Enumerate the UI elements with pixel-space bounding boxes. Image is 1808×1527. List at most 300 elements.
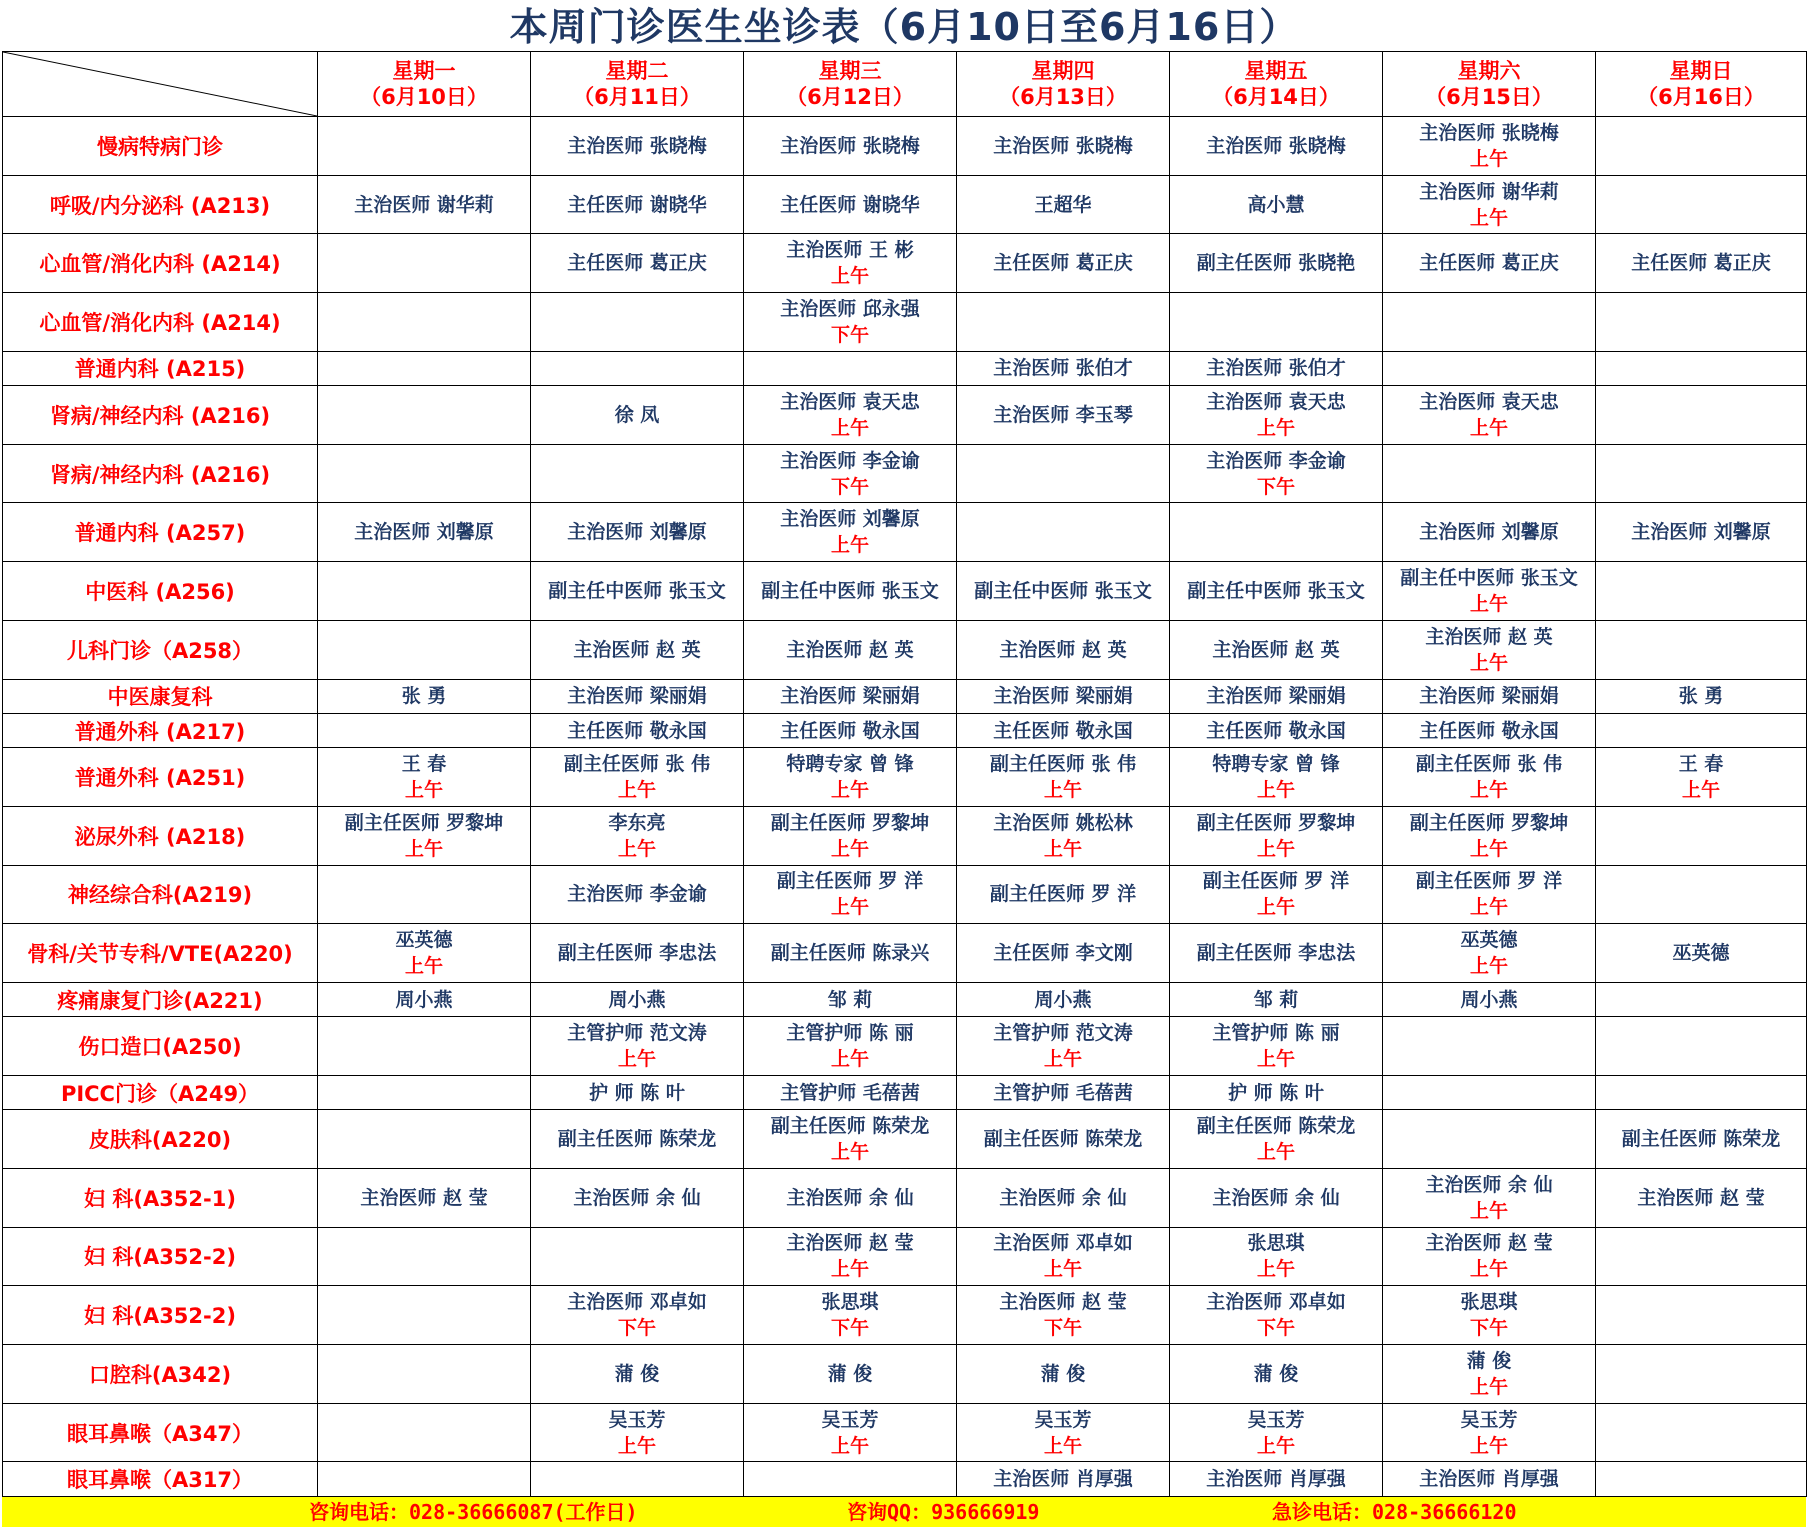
schedule-cell [1383, 1286, 1596, 1345]
doctor-name: 主治医师 刘馨原 [1419, 521, 1559, 544]
schedule-cell [1170, 924, 1383, 983]
doctor-name: 护 师 陈 叶 [1228, 1081, 1324, 1104]
day-header [957, 52, 1170, 117]
schedule-cell [744, 806, 957, 865]
schedule-cell [1596, 1345, 1807, 1404]
doctor-name: 周小燕 [608, 988, 666, 1011]
doctor-name: 副主任医师 罗黎坤 [770, 811, 930, 834]
doctor-name: 吴玉芳 [821, 1408, 879, 1431]
schedule-cell [957, 1110, 1170, 1169]
schedule-cell [318, 444, 531, 503]
session-time: 上午 [1469, 206, 1508, 229]
schedule-cell [1383, 1075, 1596, 1109]
schedule-cell [1170, 351, 1383, 385]
doctor-name: 主任医师 敬永国 [1419, 719, 1559, 742]
schedule-cell [1170, 386, 1383, 445]
session-time: 上午 [1469, 837, 1508, 860]
session-time: 上午 [1256, 1434, 1295, 1457]
department-name: 泌尿外科 (A218) [3, 806, 318, 865]
schedule-cell [318, 1462, 531, 1497]
schedule-cell [1596, 806, 1807, 865]
department-name: 眼耳鼻喉（A347） [3, 1403, 318, 1462]
department-name: 肾病/神经内科 (A216) [3, 444, 318, 503]
doctor-name: 主任医师 李文刚 [993, 942, 1133, 965]
doctor-name: 主治医师 刘馨原 [780, 508, 920, 531]
schedule-cell [1596, 713, 1807, 747]
session-time: 上午 [1256, 779, 1295, 802]
doctor-name: 邹 莉 [1253, 988, 1299, 1011]
doctor-name: 主治医师 邓卓如 [1206, 1291, 1346, 1314]
department-name: 口腔科(A342) [3, 1345, 318, 1404]
table-row [3, 234, 1807, 293]
schedule-cell [1383, 679, 1596, 713]
day-name: 星期三 [818, 59, 882, 83]
schedule-cell [1383, 620, 1596, 679]
schedule-cell [1170, 1075, 1383, 1109]
schedule-cell [1596, 503, 1807, 562]
doctor-name: 副主任中医师 张玉文 [761, 579, 939, 602]
doctor-name: 特聘专家 曾 锋 [1212, 753, 1340, 776]
doctor-name: 主任医师 葛正庆 [993, 252, 1133, 275]
doctor-name: 主治医师 邱永强 [780, 297, 920, 320]
schedule-cell [531, 1403, 744, 1462]
doctor-name: 主治医师 刘馨原 [1631, 521, 1771, 544]
doctor-name: 张 勇 [1678, 685, 1724, 708]
schedule-body [3, 117, 1807, 1497]
schedule-cell [1170, 982, 1383, 1016]
schedule-cell [744, 620, 957, 679]
schedule-cell [744, 1110, 957, 1169]
schedule-cell [531, 1110, 744, 1169]
schedule-cell [744, 351, 957, 385]
schedule-cell [318, 1227, 531, 1286]
schedule-cell [1383, 386, 1596, 445]
doctor-name: 主治医师 邓卓如 [567, 1291, 707, 1314]
consult-phone: 咨询电话：028-36666087(工作日) [309, 1500, 638, 1524]
schedule-cell [318, 1017, 531, 1076]
schedule-cell [957, 444, 1170, 503]
doctor-name: 主治医师 谢华莉 [354, 193, 494, 216]
day-header [318, 52, 531, 117]
doctor-name: 副主任医师 陈录兴 [770, 942, 930, 965]
doctor-name: 主治医师 张晓梅 [567, 134, 707, 157]
schedule-cell [1170, 1110, 1383, 1169]
day-name: 星期一 [392, 59, 456, 83]
doctor-name: 吴玉芳 [608, 1408, 666, 1431]
doctor-name: 副主任医师 张 伟 [563, 753, 711, 776]
doctor-name: 副主任中医师 张玉文 [1400, 566, 1578, 589]
doctor-name: 吴玉芳 [1247, 1408, 1305, 1431]
schedule-cell [1596, 1110, 1807, 1169]
doctor-name: 王 春 [1678, 753, 1724, 776]
schedule-cell [744, 982, 957, 1016]
doctor-name: 副主任医师 罗 洋 [776, 870, 924, 893]
session-time: 上午 [1469, 1434, 1508, 1457]
doctor-name: 主治医师 张晓梅 [1206, 134, 1346, 157]
schedule-cell [744, 503, 957, 562]
schedule-cell [744, 293, 957, 352]
doctor-name: 巫英德 [1672, 942, 1730, 965]
schedule-cell [957, 620, 1170, 679]
day-date: （6月16日） [1637, 85, 1765, 109]
schedule-cell [957, 117, 1170, 176]
table-row [3, 713, 1807, 747]
schedule-cell [318, 982, 531, 1016]
doctor-name: 主治医师 梁丽娟 [780, 685, 920, 708]
session-time: 上午 [1469, 416, 1508, 439]
schedule-cell [1596, 1462, 1807, 1497]
schedule-cell [531, 748, 744, 807]
doctor-name: 蒲 俊 [1040, 1362, 1086, 1385]
schedule-cell [1383, 1227, 1596, 1286]
emergency-phone: 急诊电话：028-36666120 [1272, 1500, 1517, 1524]
department-name: 普通内科 (A215) [3, 351, 318, 385]
table-row [3, 1462, 1807, 1497]
department-name: 普通内科 (A257) [3, 503, 318, 562]
schedule-cell [318, 386, 531, 445]
schedule-cell [318, 748, 531, 807]
schedule-cell [1596, 444, 1807, 503]
schedule-cell [531, 924, 744, 983]
schedule-cell [318, 1345, 531, 1404]
day-header [531, 52, 744, 117]
schedule-cell [318, 1286, 531, 1345]
doctor-name: 主治医师 肖厚强 [1419, 1468, 1559, 1491]
schedule-cell [1170, 620, 1383, 679]
schedule-cell [1383, 806, 1596, 865]
schedule-cell [531, 1017, 744, 1076]
department-name: 皮肤科(A220) [3, 1110, 318, 1169]
doctor-name: 张思琪 [1460, 1291, 1518, 1314]
schedule-cell [531, 117, 744, 176]
table-row [3, 865, 1807, 924]
schedule-cell [1383, 444, 1596, 503]
schedule-cell [1170, 1227, 1383, 1286]
schedule-cell [1383, 234, 1596, 293]
schedule-cell [957, 806, 1170, 865]
schedule-cell [957, 1403, 1170, 1462]
department-name: 肾病/神经内科 (A216) [3, 386, 318, 445]
session-time: 上午 [1256, 1048, 1295, 1071]
schedule-cell [531, 865, 744, 924]
consult-qq: 咨询QQ：936666919 [847, 1500, 1040, 1524]
session-time: 上午 [830, 416, 869, 439]
schedule-cell [1170, 503, 1383, 562]
doctor-name: 王 春 [401, 753, 447, 776]
day-header [744, 52, 957, 117]
schedule-cell [957, 982, 1170, 1016]
schedule-cell [531, 982, 744, 1016]
schedule-cell [1170, 293, 1383, 352]
session-time: 上午 [404, 837, 443, 860]
schedule-cell [531, 175, 744, 234]
schedule-cell [744, 117, 957, 176]
schedule-cell [531, 679, 744, 713]
schedule-cell [531, 351, 744, 385]
doctor-name: 周小燕 [395, 988, 453, 1011]
session-time: 上午 [1681, 779, 1720, 802]
schedule-cell [1596, 1168, 1807, 1227]
corner-cell [3, 52, 318, 117]
session-time: 上午 [404, 955, 443, 978]
doctor-name: 特聘专家 曾 锋 [786, 753, 914, 776]
schedule-cell [744, 1286, 957, 1345]
schedule-cell [1383, 175, 1596, 234]
doctor-name: 主治医师 赵 英 [1425, 625, 1553, 648]
doctor-name: 主治医师 余 仙 [999, 1186, 1127, 1209]
schedule-cell [1596, 117, 1807, 176]
doctor-name: 蒲 俊 [1466, 1349, 1512, 1372]
schedule-cell [1383, 924, 1596, 983]
session-time: 上午 [830, 837, 869, 860]
schedule-cell [1596, 982, 1807, 1016]
session-time: 上午 [617, 1434, 656, 1457]
table-row [3, 386, 1807, 445]
doctor-name: 主任医师 敬永国 [993, 719, 1133, 742]
doctor-name: 高小慧 [1247, 193, 1305, 216]
doctor-name: 主治医师 张伯才 [993, 357, 1133, 380]
doctor-name: 蒲 俊 [1253, 1362, 1299, 1385]
table-row [3, 748, 1807, 807]
schedule-cell [1170, 748, 1383, 807]
doctor-name: 副主任医师 陈荣龙 [1196, 1115, 1356, 1138]
session-time: 上午 [830, 1258, 869, 1281]
doctor-name: 主治医师 张晓梅 [993, 134, 1133, 157]
day-date: （6月11日） [573, 85, 701, 109]
doctor-name: 主治医师 李金谕 [567, 883, 707, 906]
doctor-name: 主管护师 毛蓓茜 [993, 1081, 1133, 1104]
schedule-cell [318, 117, 531, 176]
schedule-cell [1383, 503, 1596, 562]
schedule-cell [318, 1075, 531, 1109]
doctor-name: 主管护师 毛蓓茜 [780, 1081, 920, 1104]
schedule-cell [1170, 117, 1383, 176]
session-time: 上午 [1256, 1258, 1295, 1281]
schedule-cell [744, 1403, 957, 1462]
doctor-name: 主治医师 李金谕 [1206, 449, 1346, 472]
schedule-cell [1383, 1110, 1596, 1169]
diagonal-line [3, 52, 317, 116]
schedule-cell [744, 562, 957, 621]
schedule-cell [1596, 1227, 1807, 1286]
table-row [3, 293, 1807, 352]
doctor-name: 主治医师 梁丽娟 [993, 685, 1133, 708]
table-row [3, 1017, 1807, 1076]
schedule-cell [957, 924, 1170, 983]
doctor-name: 巫英德 [395, 929, 453, 952]
page-title: 本周门诊医生坐诊表（6月10日至6月16日） [509, 5, 1299, 49]
session-time: 上午 [830, 265, 869, 288]
table-row [3, 679, 1807, 713]
doctor-name: 主任医师 敬永国 [567, 719, 707, 742]
doctor-name: 吴玉芳 [1460, 1408, 1518, 1431]
doctor-name: 主治医师 张晓梅 [780, 134, 920, 157]
schedule-cell [1383, 351, 1596, 385]
doctor-name: 主任医师 葛正庆 [567, 252, 707, 275]
schedule-cell [1170, 1286, 1383, 1345]
doctor-name: 主任医师 谢晓华 [567, 193, 707, 216]
schedule-cell [531, 1168, 744, 1227]
schedule-cell [1383, 1345, 1596, 1404]
schedule-cell [744, 1227, 957, 1286]
doctor-name: 巫英德 [1460, 929, 1518, 952]
session-time: 上午 [1043, 1048, 1082, 1071]
department-name: 普通外科 (A217) [3, 713, 318, 747]
schedule-cell [531, 386, 744, 445]
table-row [3, 444, 1807, 503]
schedule-cell [1596, 924, 1807, 983]
session-time: 上午 [1469, 592, 1508, 615]
schedule-cell [531, 503, 744, 562]
doctor-name: 主任医师 敬永国 [1206, 719, 1346, 742]
footer-bar [2, 1497, 1806, 1527]
schedule-cell [1170, 234, 1383, 293]
day-name: 星期六 [1457, 59, 1521, 83]
day-date: （6月12日） [786, 85, 914, 109]
schedule-cell [531, 562, 744, 621]
doctor-name: 副主任中医师 张玉文 [548, 579, 726, 602]
schedule-cell [531, 234, 744, 293]
session-time: 上午 [830, 779, 869, 802]
doctor-name: 副主任医师 陈荣龙 [1621, 1128, 1781, 1151]
table-row [3, 1075, 1807, 1109]
schedule-cell [1383, 1017, 1596, 1076]
schedule-cell [1170, 444, 1383, 503]
department-name: 妇 科(A352-1) [3, 1168, 318, 1227]
table-row [3, 1403, 1807, 1462]
table-row [3, 982, 1807, 1016]
session-time: 上午 [1469, 651, 1508, 674]
doctor-name: 主治医师 袁天忠 [1206, 390, 1346, 413]
schedule-cell [744, 234, 957, 293]
department-name: PICC门诊（A249） [3, 1075, 318, 1109]
schedule-cell [318, 234, 531, 293]
day-name: 星期二 [605, 59, 669, 83]
doctor-name: 主任医师 葛正庆 [1419, 252, 1559, 275]
header-row [3, 52, 1807, 117]
schedule-cell [744, 748, 957, 807]
schedule-cell [1383, 748, 1596, 807]
session-time: 上午 [1256, 896, 1295, 919]
schedule-cell [1596, 679, 1807, 713]
schedule-cell [957, 1462, 1170, 1497]
schedule-cell [1596, 620, 1807, 679]
schedule-cell [318, 562, 531, 621]
session-time: 上午 [830, 1048, 869, 1071]
doctor-name: 副主任医师 罗黎坤 [344, 811, 504, 834]
doctor-name: 主治医师 张伯才 [1206, 357, 1346, 380]
doctor-name: 周小燕 [1034, 988, 1092, 1011]
doctor-name: 主治医师 赵 英 [573, 638, 701, 661]
doctor-name: 主治医师 袁天忠 [780, 390, 920, 413]
schedule-cell [1170, 713, 1383, 747]
schedule-cell [1170, 1168, 1383, 1227]
session-time: 上午 [1043, 837, 1082, 860]
schedule-cell [531, 1286, 744, 1345]
schedule-cell [1383, 1462, 1596, 1497]
doctor-name: 张 勇 [401, 685, 447, 708]
doctor-name: 周小燕 [1460, 988, 1518, 1011]
doctor-name: 副主任医师 张 伟 [989, 753, 1137, 776]
session-time: 上午 [1043, 1434, 1082, 1457]
session-time: 上午 [1043, 779, 1082, 802]
doctor-name: 副主任医师 罗黎坤 [1409, 811, 1569, 834]
doctor-name: 主治医师 谢华莉 [1419, 180, 1559, 203]
doctor-name: 吴玉芳 [1034, 1408, 1092, 1431]
table-row [3, 1110, 1807, 1169]
schedule-cell [318, 620, 531, 679]
doctor-name: 副主任医师 张 伟 [1415, 753, 1563, 776]
schedule-cell [1170, 1403, 1383, 1462]
schedule-cell [744, 1017, 957, 1076]
schedule-cell [531, 444, 744, 503]
doctor-name: 主治医师 赵 英 [786, 638, 914, 661]
session-time: 上午 [1256, 1141, 1295, 1164]
table-row [3, 503, 1807, 562]
doctor-name: 副主任中医师 张玉文 [974, 579, 1152, 602]
schedule-cell [1596, 386, 1807, 445]
session-time: 上午 [1043, 1258, 1082, 1281]
day-name: 星期四 [1031, 59, 1095, 83]
schedule-cell [957, 679, 1170, 713]
session-time: 上午 [1469, 1375, 1508, 1398]
schedule-cell [531, 1345, 744, 1404]
day-name: 星期五 [1244, 59, 1308, 83]
department-name: 中医康复科 [3, 679, 318, 713]
session-time: 上午 [1469, 1199, 1508, 1222]
schedule-cell [318, 175, 531, 234]
department-name: 呼吸/内分泌科 (A213) [3, 175, 318, 234]
schedule-cell [531, 713, 744, 747]
schedule-cell [1383, 1403, 1596, 1462]
department-name: 眼耳鼻喉（A317） [3, 1462, 318, 1497]
session-time: 上午 [1256, 416, 1295, 439]
doctor-name: 主治医师 梁丽娟 [1419, 685, 1559, 708]
doctor-name: 主治医师 肖厚强 [993, 1468, 1133, 1491]
day-header [1383, 52, 1596, 117]
doctor-name: 主治医师 余 仙 [573, 1186, 701, 1209]
department-name: 伤口造口(A250) [3, 1017, 318, 1076]
department-name: 妇 科(A352-2) [3, 1286, 318, 1345]
doctor-name: 副主任医师 陈荣龙 [983, 1128, 1143, 1151]
doctor-name: 副主任中医师 张玉文 [1187, 579, 1365, 602]
schedule-cell [957, 1017, 1170, 1076]
schedule-cell [1596, 1286, 1807, 1345]
schedule-cell [744, 1075, 957, 1109]
doctor-name: 主治医师 王 彬 [786, 239, 914, 262]
schedule-cell [957, 175, 1170, 234]
schedule-cell [957, 865, 1170, 924]
session-time: 上午 [1469, 955, 1508, 978]
doctor-name: 主管护师 陈 丽 [786, 1022, 914, 1045]
schedule-cell [1596, 351, 1807, 385]
doctor-name: 主治医师 袁天忠 [1419, 390, 1559, 413]
session-time: 上午 [1469, 147, 1508, 170]
department-name: 骨科/关节专科/VTE(A220) [3, 924, 318, 983]
table-row [3, 562, 1807, 621]
department-name: 心血管/消化内科 (A214) [3, 293, 318, 352]
session-time: 上午 [1256, 837, 1295, 860]
schedule-cell [957, 1075, 1170, 1109]
doctor-name: 主任医师 葛正庆 [1631, 252, 1771, 275]
schedule-cell [957, 1345, 1170, 1404]
doctor-name: 护 师 陈 叶 [589, 1081, 685, 1104]
schedule-table [2, 51, 1807, 1497]
schedule-cell [318, 1168, 531, 1227]
department-name: 神经综合科(A219) [3, 865, 318, 924]
schedule-cell [1383, 562, 1596, 621]
doctor-name: 主管护师 范文涛 [567, 1022, 707, 1045]
